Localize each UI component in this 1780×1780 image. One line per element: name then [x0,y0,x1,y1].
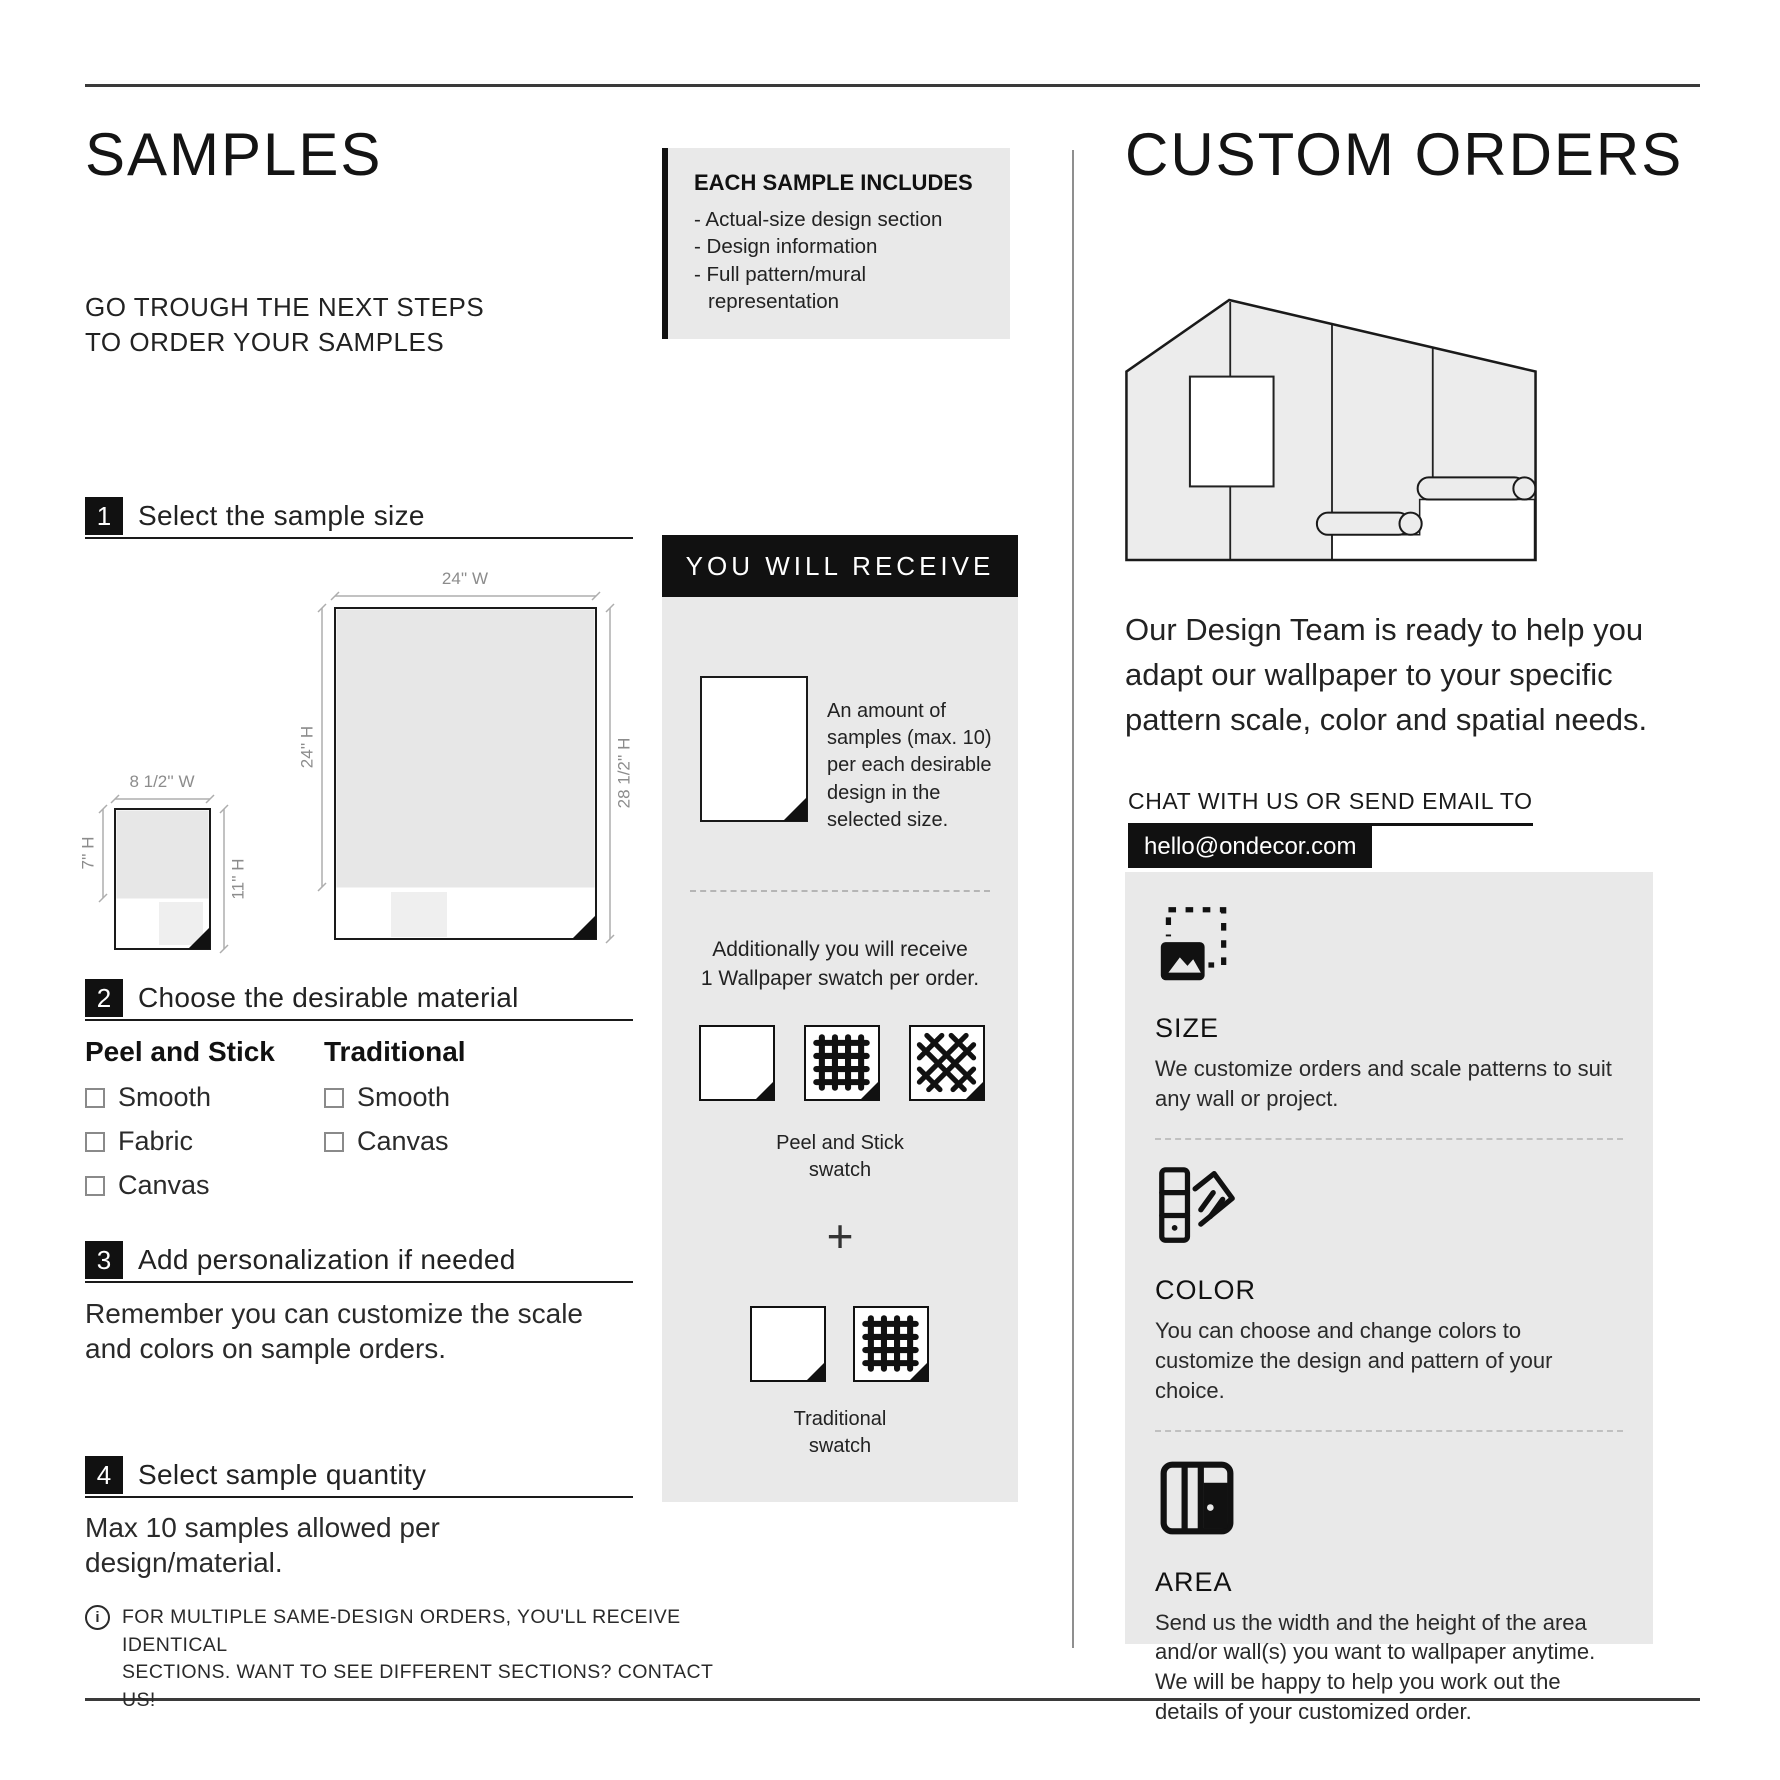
large-inner-height-label: 24'' H [297,725,317,769]
feature-title-size: SIZE [1155,1013,1220,1043]
you-will-receive-header: YOU WILL RECEIVE [662,535,1018,597]
samples-intro-line2: TO ORDER YOUR SAMPLES [85,327,445,358]
large-width-label: 24'' W [441,570,489,588]
checkbox-icon[interactable] [85,1088,105,1108]
samples-title: SAMPLES [85,121,383,188]
option-label: Smooth [118,1082,212,1112]
feature-title-area: AREA [1155,1566,1233,1597]
large-outer-height-label: 28 1/2'' H [614,737,634,809]
feature-title-color: COLOR [1155,1274,1257,1305]
samples-intro [85,290,484,360]
dashed-divider [1155,1430,1623,1432]
color-swatches-icon [1155,1166,1239,1246]
dashed-divider [1155,1138,1623,1140]
peel-option-smooth[interactable] [85,1082,320,1113]
step-2-number: 2 [85,979,123,1017]
chat-block [1128,788,1533,868]
includes-item: - Design information [694,235,878,259]
additional-line1: Additionally you will receive [712,938,968,961]
small-sample-figure [78,772,247,953]
checkbox-icon[interactable] [324,1088,344,1108]
column-divider [1072,150,1074,1648]
peel-swatch-row [699,1025,985,1101]
footnote-text [122,1604,745,1715]
fabric-grid-swatch-icon [804,1025,880,1101]
smooth-swatch-icon [750,1306,826,1382]
step-4-label: Select sample quantity [138,1459,427,1490]
step-3-header [85,1241,633,1283]
canvas-crosshatch-swatch-icon [909,1025,985,1101]
option-label: Smooth [357,1082,451,1112]
custom-orders-title: CUSTOM ORDERS [1125,121,1684,188]
material-group-peel [85,1036,320,1214]
large-sample-figure [297,570,633,943]
checkbox-icon[interactable] [85,1132,105,1152]
custom-intro: Our Design Team is ready to help you adapt our wallpaper to your specific pattern scale, color and spatial needs. [1125,612,1648,737]
step-2-label: Choose the desirable material [138,982,519,1013]
feature-text-color: You can choose and change colors to customize the design and pattern of your choice. [1155,1317,1553,1403]
checkbox-icon[interactable] [85,1176,105,1196]
sample-page-icon [700,676,808,822]
email-badge[interactable]: hello@ondecor.com [1128,826,1372,868]
small-width-label: 8 1/2'' W [129,772,195,791]
small-outer-height-label: 11'' H [228,858,248,900]
includes-title: EACH SAMPLE INCLUDES [694,170,973,195]
option-label: Canvas [357,1126,449,1156]
sample-size-diagram [75,570,640,970]
house-wallpaper-illustration [1125,298,1539,562]
footnote [85,1604,745,1715]
peel-option-canvas[interactable] [85,1170,320,1201]
peel-option-fabric[interactable] [85,1126,320,1157]
samples-intro-line1: GO TROUGH THE NEXT STEPS [85,292,485,322]
traditional-label-line1: Traditional [793,1408,887,1430]
feature-text-area: Send us the width and the height of the area and/or wall(s) you want to wallpaper anytime. We will be happy to help you work out the details of your customized order. [1155,1609,1596,1725]
step-3-label: Add personalization if needed [138,1244,516,1275]
dashed-divider [690,890,990,892]
plus-sign: + [826,1210,854,1262]
you-will-receive-panel [662,597,1018,1502]
step-3-note: Remember you can customize the scale and colors on sample orders. [85,1298,583,1364]
wall-door-area-icon [1155,1458,1239,1538]
traditional-swatch-row [750,1306,929,1382]
step-4-header [85,1456,633,1498]
option-label: Canvas [118,1170,210,1200]
step-2-header [85,979,633,1021]
size-selection-icon [1155,904,1239,984]
peel-and-stick-title: Peel and Stick [85,1036,275,1067]
feature-text-size: We customize orders and scale patterns to suit any wall or project. [1155,1056,1612,1111]
footnote-line1: FOR MULTIPLE SAME-DESIGN ORDERS, YOU'LL RECEIVE IDENTICAL [122,1606,681,1656]
step-1-header [85,497,633,539]
step-4-note: Max 10 samples allowed per design/material. [85,1512,440,1578]
option-label: Fabric [118,1126,194,1156]
traditional-option-smooth[interactable] [324,1082,559,1113]
material-group-traditional [324,1036,559,1170]
checkbox-icon[interactable] [324,1132,344,1152]
step-3-number: 3 [85,1241,123,1279]
footnote-line2: SECTIONS. WANT TO SEE DIFFERENT SECTIONS? CONTACT US! [122,1661,713,1712]
receive-item-text: An amount of samples (max. 10) per each desirable design in the selected size. [827,700,992,831]
step-1-number: 1 [85,497,123,535]
traditional-swatch-label [662,1406,1018,1460]
includes-item: - Full pattern/mural representation [694,262,867,313]
traditional-option-canvas[interactable] [324,1126,559,1157]
additional-line2: 1 Wallpaper swatch per order. [700,967,980,991]
peel-label-line1: Peel and Stick [776,1132,904,1154]
step-1-label: Select the sample size [138,500,425,531]
small-inner-height-label: 7'' H [78,836,98,870]
each-sample-includes-box [662,148,1010,339]
traditional-label-line2: swatch [808,1435,872,1457]
info-icon: i [85,1605,110,1630]
additional-note [662,935,1018,994]
peel-swatch-label [662,1130,1018,1184]
top-rule [85,84,1700,87]
peel-label-line2: swatch [808,1159,872,1181]
smooth-swatch-icon [699,1025,775,1101]
step-4-number: 4 [85,1456,123,1494]
custom-features-panel [1125,872,1653,1725]
chat-label: CHAT WITH US OR SEND EMAIL TO [1128,788,1533,826]
canvas-grid-swatch-icon [853,1306,929,1382]
includes-item: - Actual-size design section [694,208,943,231]
traditional-title: Traditional [324,1036,466,1067]
